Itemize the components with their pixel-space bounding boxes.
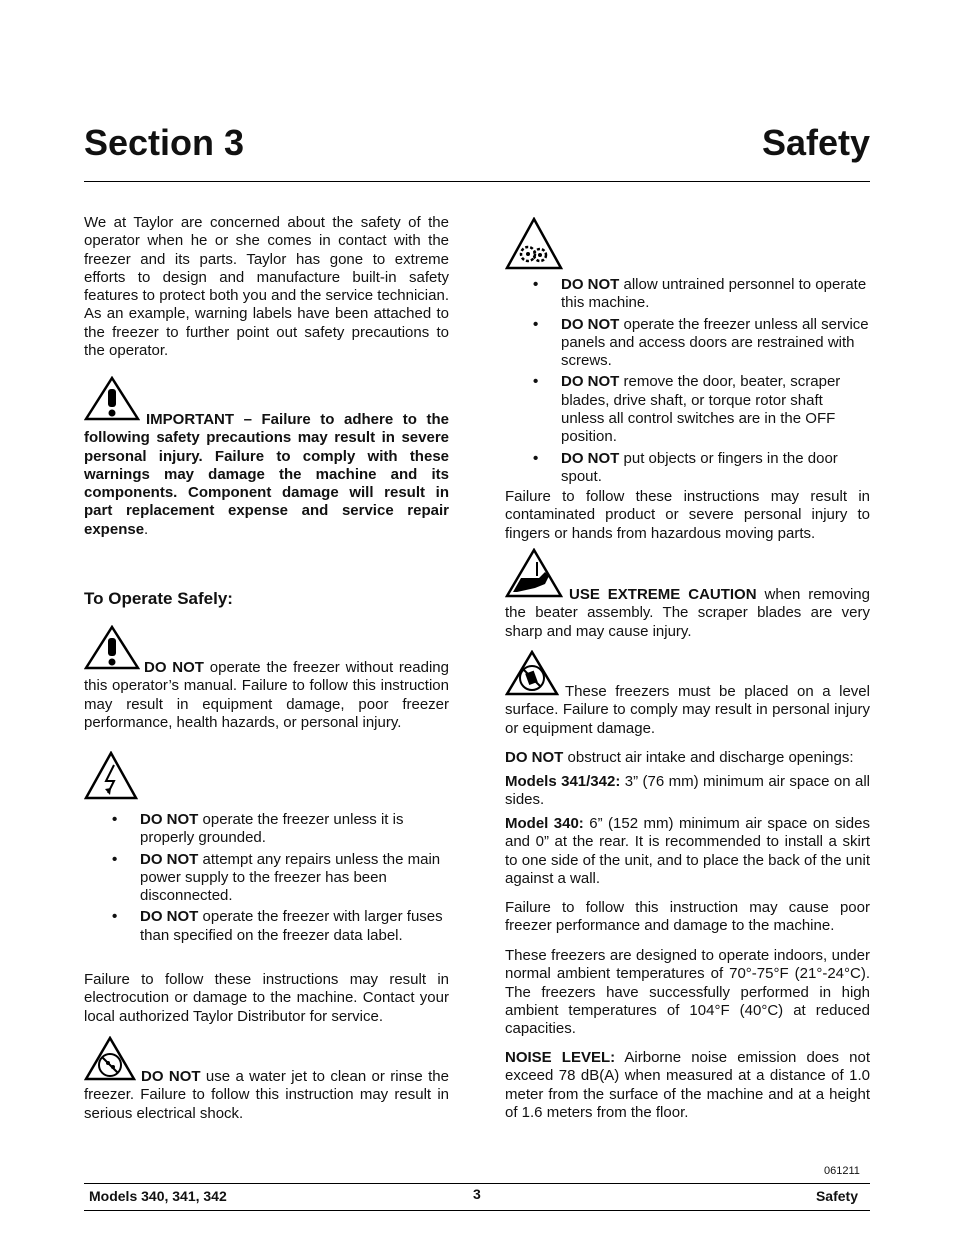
list-item: • DO NOT operate the freezer unless it is properly grounded. bbox=[112, 811, 404, 847]
level-surface-notice: These freezers must be placed on a level surface. Failure to comply may result in personal injury or equipment damage. bbox=[505, 683, 870, 737]
obstruct-notice: DO NOT obstruct air intake and discharge openings: bbox=[505, 749, 854, 766]
document-code: 061211 bbox=[824, 1165, 860, 1177]
electrical-hazard-icon bbox=[84, 751, 138, 801]
list-item: • DO NOT allow untrained personnel to operate this machine. bbox=[533, 276, 867, 312]
header-divider bbox=[84, 181, 870, 182]
list-item: • DO NOT operate the freezer unless all service panels and access doors are restrained with screws. bbox=[533, 315, 869, 370]
important-notice: IMPORTANT – Failure to adhere to the following safety precautions may result in severe personal injury. Failure to comply with these warnings may damage the machine and its components. Component damage will result in part replacement expense and service repair expense. bbox=[84, 411, 449, 538]
footer-divider-bottom bbox=[84, 1210, 870, 1211]
footer-divider-top bbox=[84, 1183, 870, 1184]
footer-models: Models 340, 341, 342 bbox=[89, 1188, 227, 1204]
models-341-342-spacing: Models 341/342: 3” (76 mm) minimum air space on all sides. bbox=[505, 773, 870, 809]
electrical-consequence: Failure to follow these instructions may result in electrocution or damage to the machine. Contact your local authorized Taylor Distributor for service. bbox=[84, 971, 449, 1025]
page-header bbox=[84, 122, 870, 170]
operate-safely-heading: To Operate Safely: bbox=[84, 589, 233, 608]
list-item: • DO NOT remove the door, beater, scraper blades, drive shaft, or torque rotor shaft unless all control switches are in the OFF position. bbox=[533, 373, 841, 446]
extreme-caution-notice: USE EXTREME CAUTION when removing the beater assembly. The scraper blades are very sharp and may cause injury. bbox=[505, 586, 870, 640]
noise-level-notice: NOISE LEVEL: Airborne noise emission does not exceed 78 dB(A) when measured at a distance of 1.0 meter from the surface of the machine and at a height of 1.6 meters from the floor. bbox=[505, 1049, 870, 1121]
page-number: 3 bbox=[473, 1186, 481, 1202]
list-item: • DO NOT attempt any repairs unless the main power supply to the freezer has been disconnected. bbox=[112, 850, 441, 905]
page-title: Safety bbox=[761, 122, 870, 163]
moving-parts-consequence: Failure to follow these instructions may result in contaminated product or severe personal injury to fingers or hands from hazardous moving parts. bbox=[505, 488, 870, 542]
moving-parts-list bbox=[505, 276, 870, 489]
section-number: Section 3 bbox=[84, 122, 245, 163]
footer-section: Safety bbox=[815, 1188, 858, 1204]
electrical-list bbox=[84, 811, 449, 948]
performance-warning: Failure to follow this instruction may cause poor freezer performance and damage to the machine. bbox=[505, 899, 870, 935]
manual-warning: DO NOT operate the freezer without reading this operator’s manual. Failure to follow this instruction may result in equipment damage, poor freezer performance, health hazards, or personal injury. bbox=[84, 659, 449, 731]
list-item: • DO NOT operate the freezer with larger fuses than specified on the freezer data label. bbox=[112, 908, 443, 944]
moving-parts-gear-icon bbox=[505, 217, 563, 271]
intro-paragraph: We at Taylor are concerned about the safety of the operator when he or she comes in contact with the freezer and its parts. Taylor has gone to extreme efforts to design and manufacture built-in safety features to protect both you and the service technician. As an example, warning labels have been attached to the freezer to further point out safety precautions to the operator. bbox=[84, 214, 449, 360]
ambient-temperature-notice: These freezers are designed to operate indoors, under normal ambient temperatures of 70°-75°F (21°-24°C). The freezers have successfully performed in high ambient temperatures of 104°F (40°C) at reduced capacities. bbox=[505, 947, 870, 1038]
model-340-spacing: Model 340: 6” (152 mm) minimum air space on sides and 0” at the rear. It is recommended to install a skirt to one side of the unit, and to place the back of the unit against a wall. bbox=[505, 815, 870, 887]
list-item: • DO NOT put objects or fingers in the door spout. bbox=[533, 449, 838, 485]
water-jet-warning: DO NOT use a water jet to clean or rinse the freezer. Failure to follow this instruction may result in serious electrical shock. bbox=[84, 1068, 449, 1122]
